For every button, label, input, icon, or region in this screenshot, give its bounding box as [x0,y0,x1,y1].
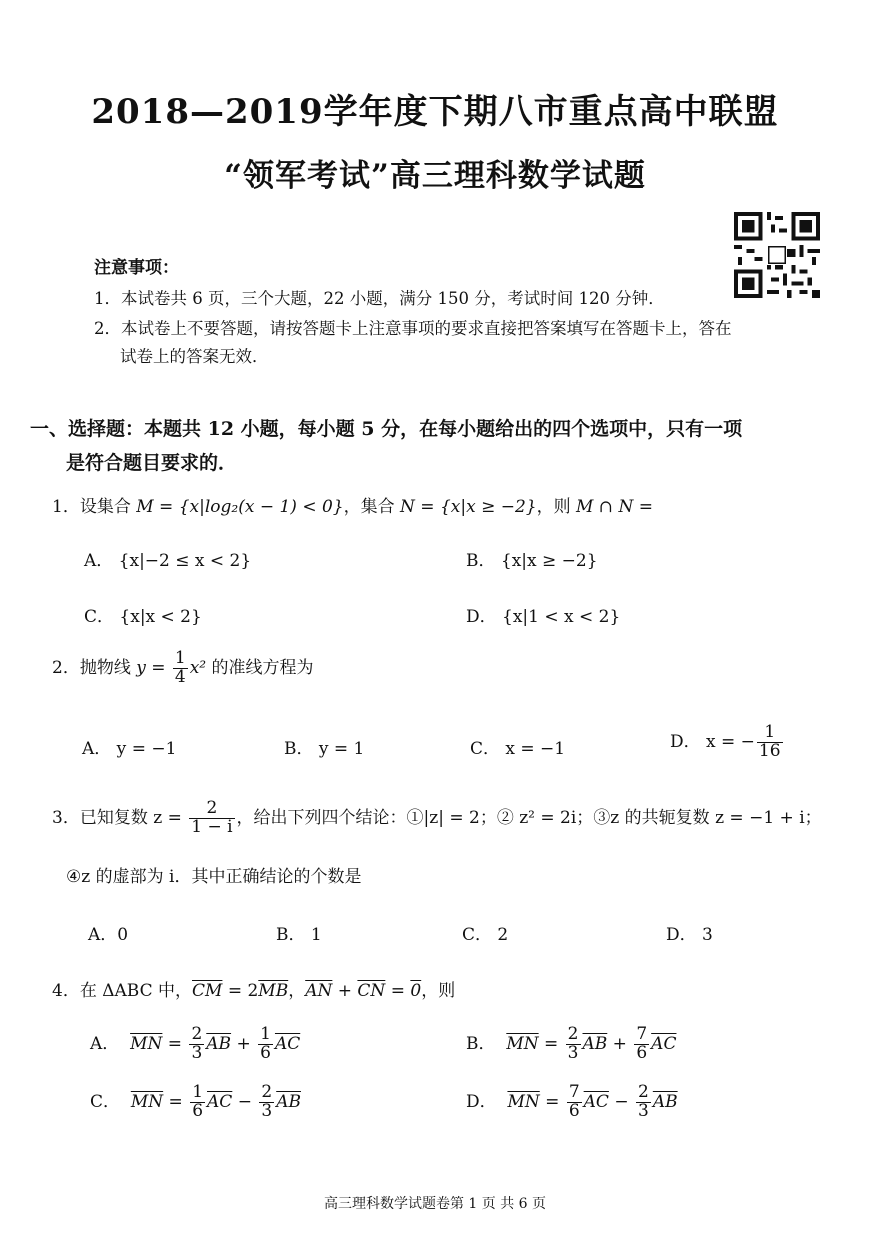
question-1-option-d: D． {x|1 < x < 2} [466,607,621,627]
question-1-option-c: C． {x|x < 2} [84,607,202,627]
notice-item-1: 1．本试卷共 6 页，三个大题，22 小题，满分 150 分，考试时间 120 分钟． [94,289,665,308]
set-n: N = {x|x ≥ −2} [400,497,537,517]
question-4-stem: 4．在 ΔABC 中，$\overline{CM} = 2\overline{MB}$，$\overline{AN} + \overline{CN} = 0$，则 [52,981,456,1001]
notice-item-2: 2．本试卷上不要答题，请按答题卡上注意事项的要求直接把答案填写在答题卡上，答在 [94,319,732,338]
question-2-option-b: B． y = 1 [284,739,365,759]
question-2-option-a: A． y = −1 [82,739,177,759]
question-3-stem: 3．已知复数 z = $\frac{2}{1 - i}$ ，给出下列四个结论：①|z| = 2；② z² = 2i；③z 的共轭复数 z = −1 + i； [52,798,822,837]
question-4-option-c: C． $\overline{MN}$ = $\frac{1}{6}$ $\overline{AC}$ − $\frac{2}{3}$ $\overline{AB}$ [90,1082,301,1121]
question-3-option-d: D． 3 [666,925,713,945]
question-4-option-a: A． $\overline{MN}$ = $\frac{2}{3}$ $\overline{AB}$ + $\frac{1}{6}$ $\overline{AC}$ [90,1024,301,1063]
question-4-option-d: D． $\overline{MN}$ = $\frac{7}{6}$ $\overline{AC}$ − $\frac{2}{3}$ $\overline{AB}$ [466,1082,678,1121]
fraction: $\frac{1}{4}$ [174,648,186,687]
exam-title-line2: “领军考试”高三理科数学试题 [224,158,646,194]
page-footer: 高三理科数学试题卷第 1 页 共 6 页 [323,1196,547,1212]
notice-heading: 注意事项： [94,258,179,278]
fraction: $\frac{2}{1 - i}$ [191,798,233,837]
question-3-option-a: A．0 [88,925,129,945]
section-choice-heading [30,412,840,480]
question-3-option-b: B． 1 [276,925,322,945]
qr-code-icon [734,212,820,298]
question-4-option-b: B． $\overline{MN}$ = $\frac{2}{3}$ $\overline{AB}$ + $\frac{7}{6}$ $\overline{AC}$ [466,1024,677,1063]
fraction: $\frac{1}{16}$ [758,722,781,761]
question-1-stem: 1．设集合 M = {x|log₂(x − 1) < 0}，集合 N = {x|x ≥ −2}，则 M ∩ N = [52,497,653,517]
exam-title-line1: 2018—2019学年度下期八市重点高中联盟 [91,92,779,132]
question-1-option-a: A． {x|−2 ≤ x < 2} [84,551,252,571]
question-1-option-b: B． {x|x ≥ −2} [466,551,598,571]
notice-item-2-cont: 试卷上的答案无效． [120,347,269,366]
question-2-option-d: D． x = − $\frac{1}{16}$ [670,722,781,761]
section-heading-line1: 一、选择题：本题共 12 小题，每小题 5 分，在每小题给出的四个选项中，只有一项 [30,418,743,440]
set-intersection: M ∩ N = [576,497,653,517]
question-3-option-c: C． 2 [462,925,509,945]
question-2-option-c: C． x = −1 [470,739,566,759]
question-2-stem: 2．抛物线 y = $\frac{1}{4}$ x² 的准线方程为 [52,648,314,687]
section-heading-line2: 是符合题目要求的． [66,452,238,474]
question-3-stem-cont: ④z 的虚部为 i．其中正确结论的个数是 [66,867,362,887]
set-m: M = {x|log₂(x − 1) < 0} [136,497,344,517]
